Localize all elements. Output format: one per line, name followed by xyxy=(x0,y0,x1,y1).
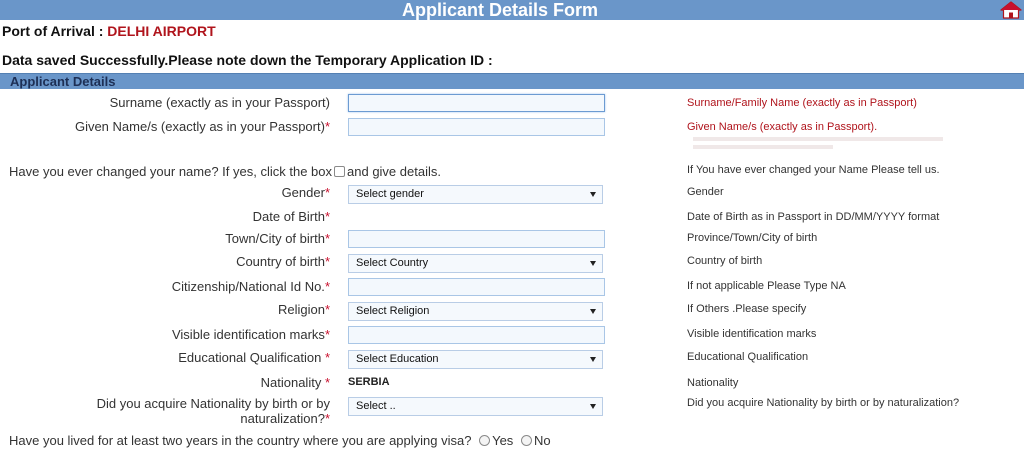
chevron-down-icon xyxy=(590,309,596,314)
education-label: Educational Qualification * xyxy=(178,350,330,365)
national-id-input[interactable] xyxy=(348,278,605,296)
religion-select[interactable]: Select Religion xyxy=(348,302,603,321)
lived-two-years-question: Have you lived for at least two years in the country where you are applying visa? Yes No xyxy=(9,433,551,448)
national-id-label: Citizenship/National Id No.* xyxy=(171,279,330,294)
education-select[interactable]: Select Education xyxy=(348,350,603,369)
id-marks-input[interactable] xyxy=(348,326,605,344)
religion-row xyxy=(0,301,1024,323)
nationality-hint: Nationality xyxy=(687,377,739,389)
id-marks-hint: Visible identification marks xyxy=(687,328,817,340)
lived-yes-label: Yes xyxy=(492,433,514,448)
lived-two-years-row xyxy=(0,432,1024,453)
nationality-acquired-select[interactable]: Select .. xyxy=(348,397,603,416)
name-change-hint: If You have ever changed your Name Please tell us. xyxy=(687,164,940,176)
form-title: Applicant Details Form xyxy=(401,0,599,20)
port-label: Port of Arrival : xyxy=(2,23,104,39)
gender-select[interactable]: Select gender xyxy=(348,185,603,204)
chevron-down-icon xyxy=(590,192,596,197)
name-change-row xyxy=(0,163,1024,185)
name-change-checkbox[interactable] xyxy=(334,166,345,177)
id-marks-row xyxy=(0,326,1024,348)
dob-hint: Date of Birth as in Passport in DD/MM/YYYY format xyxy=(687,211,940,223)
header-bar xyxy=(0,0,1024,20)
surname-label: Surname (exactly as in your Passport) xyxy=(109,95,330,110)
lived-no-label: No xyxy=(533,433,551,448)
home-icon[interactable] xyxy=(1000,1,1022,19)
gender-hint: Gender xyxy=(687,186,724,198)
nationality-acquired-hint: Did you acquire Nationality by birth or by naturalization? xyxy=(687,397,960,409)
birth-country-hint: Country of birth xyxy=(687,255,763,267)
section-title: Applicant Details xyxy=(10,74,116,89)
lived-yes-radio[interactable] xyxy=(479,435,490,446)
religion-label: Religion* xyxy=(277,302,330,317)
religion-hint: If Others .Please specify xyxy=(687,303,807,315)
national-id-hint: If not applicable Please Type NA xyxy=(687,280,846,292)
chevron-down-icon xyxy=(590,357,596,362)
faded-hint-text xyxy=(687,135,947,158)
birth-country-row xyxy=(0,253,1024,275)
gender-label: Gender* xyxy=(281,185,330,200)
birth-city-row xyxy=(0,230,1024,252)
nationality-label: Nationality * xyxy=(260,375,330,390)
name-change-question: Have you ever changed your name? If yes, click the box and give details. xyxy=(9,164,441,179)
surname-input[interactable] xyxy=(348,94,605,112)
section-header xyxy=(0,73,1024,89)
lived-no-radio[interactable] xyxy=(521,435,532,446)
port-of-arrival xyxy=(2,23,216,39)
gender-row xyxy=(0,184,1024,206)
birth-city-hint: Province/Town/City of birth xyxy=(687,232,818,244)
surname-row xyxy=(0,94,1024,116)
chevron-down-icon xyxy=(590,404,596,409)
nationality-acquired-label: Did you acquire Nationality by birth or by naturalization?* xyxy=(96,396,330,426)
id-marks-label: Visible identification marks* xyxy=(171,327,330,342)
dob-label: Date of Birth* xyxy=(252,209,330,224)
given-name-hint: Given Name/s (exactly as in Passport). xyxy=(687,121,878,133)
birth-country-label: Country of birth* xyxy=(236,254,330,269)
education-hint: Educational Qualification xyxy=(687,351,809,363)
nationality-row xyxy=(0,374,1024,396)
education-row xyxy=(0,349,1024,371)
national-id-row xyxy=(0,278,1024,300)
save-success-message: Data saved Successfully.Please note down the Temporary Application ID : xyxy=(2,52,493,68)
birth-country-select[interactable]: Select Country xyxy=(348,254,603,273)
given-name-input[interactable] xyxy=(348,118,605,136)
dob-row xyxy=(0,209,1024,231)
faded-hint-lines xyxy=(687,135,947,155)
birth-city-input[interactable] xyxy=(348,230,605,248)
nationality-acquired-row xyxy=(0,395,1024,429)
nationality-value: SERBIA xyxy=(348,376,390,388)
given-name-label: Given Name/s (exactly as in your Passport)* xyxy=(74,119,330,134)
port-value: DELHI AIRPORT xyxy=(107,23,216,39)
chevron-down-icon xyxy=(590,261,596,266)
surname-hint: Surname/Family Name (exactly as in Passport) xyxy=(687,97,917,109)
birth-city-label: Town/City of birth* xyxy=(225,231,330,246)
